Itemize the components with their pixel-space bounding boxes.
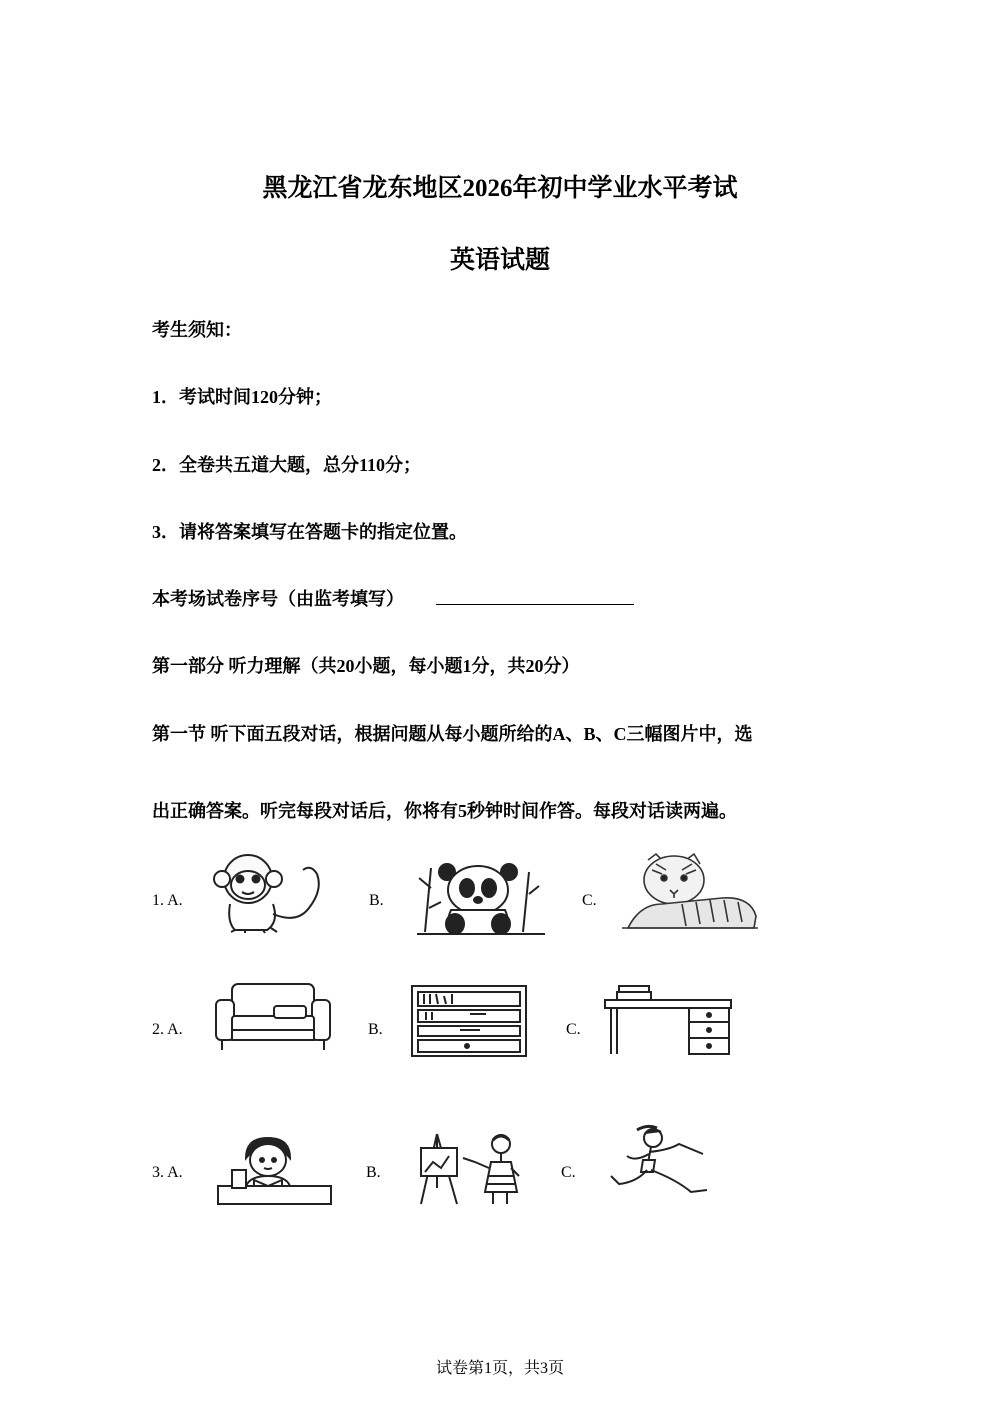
q2-option-a-label: 2. A. — [152, 1021, 183, 1038]
serial-number-label: 本考场试卷序号（由监考填写） — [152, 589, 404, 609]
notice-item-1: 1．考试时间120分钟； — [152, 387, 332, 407]
notice-heading: 考生须知： — [152, 320, 242, 340]
section1-instruction-line-1: 第一节 听下面五段对话，根据问题从每小题所给的A、B、C三幅图片中，选 — [152, 724, 753, 744]
monkey-icon[interactable] — [205, 852, 330, 934]
part1-heading: 第一部分 听力理解（共20小题，每小题1分，共20分） — [152, 656, 580, 676]
q1-option-b-label: B. — [369, 892, 384, 909]
section1-instruction-line-2: 出正确答案。听完每段对话后，你将有5秒钟时间作答。每段对话读两遍。 — [152, 801, 737, 821]
desk-icon[interactable] — [603, 990, 733, 1056]
exam-title: 黑龙江省龙东地区2026年初中学业水平考试 — [262, 175, 738, 202]
q2-option-b-label: B. — [368, 1021, 383, 1038]
q1-option-c-label: C. — [582, 892, 597, 909]
running-girl-icon[interactable] — [607, 1124, 717, 1200]
bookshelf-icon[interactable] — [410, 984, 528, 1058]
q3-option-a-label: 3. A. — [152, 1164, 183, 1181]
page-footer: 试卷第1页，共3页 — [435, 1360, 564, 1377]
sofa-icon[interactable] — [214, 982, 332, 1052]
q3-option-c-label: C. — [561, 1164, 576, 1181]
tiger-icon[interactable] — [622, 850, 758, 930]
painting-girl-icon[interactable] — [413, 1132, 525, 1206]
q1-option-a-label: 1. A. — [152, 892, 183, 909]
serial-number-line — [152, 585, 404, 611]
exam-subtitle: 英语试题 — [449, 247, 550, 274]
serial-number-blank[interactable] — [436, 604, 634, 605]
notice-item-3: 3．请将答案填写在答题卡的指定位置。 — [152, 522, 467, 542]
q2-option-c-label: C. — [566, 1021, 581, 1038]
panda-icon[interactable] — [413, 858, 546, 936]
reading-girl-icon[interactable] — [216, 1136, 333, 1206]
q3-option-b-label: B. — [366, 1164, 381, 1181]
notice-item-2: 2．全卷共五道大题，总分110分； — [152, 455, 422, 475]
